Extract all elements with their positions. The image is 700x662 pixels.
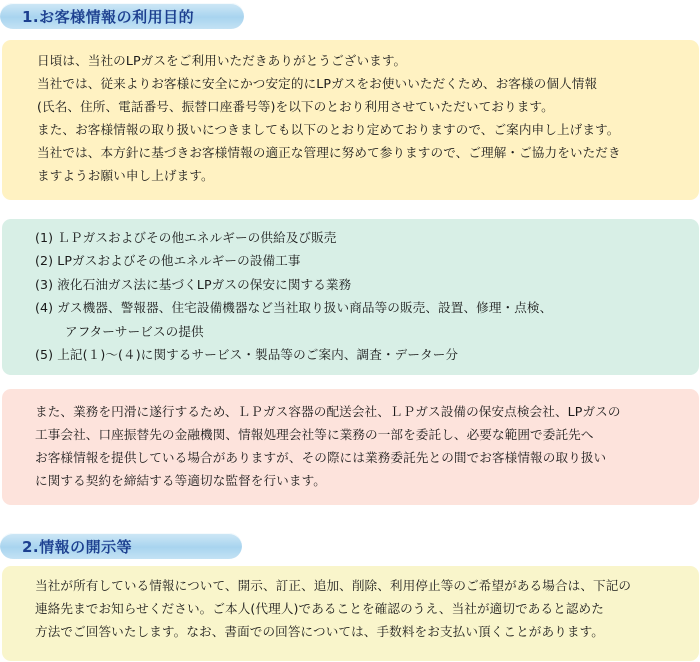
purpose-item-3: (3) 液化石油ガス法に基づくLPガスの保安に関する業務 <box>35 276 352 292</box>
outsourcing-line: 工事会社、口座振替先の金融機関、情報処理会社等に業務の一部を委託し、必要な範囲で委託先へ <box>35 427 594 442</box>
outsourcing-line: に関する契約を締結する等適切な監督を行います。 <box>35 473 326 488</box>
outsourcing-box <box>2 389 699 505</box>
section-1-heading <box>0 3 244 29</box>
outsourcing-line: お客様情報を提供している場合がありますが、その際には業務委託先との間でお客様情報の取り扱い <box>35 450 607 465</box>
section-2-heading-text: 2.情報の開示等 <box>22 537 133 556</box>
purpose-list-box <box>2 219 699 375</box>
disclosure-line: 方法でご回答いたします。なお、書面での回答については、手数料をお支払い頂くことがあります。 <box>35 624 604 639</box>
purpose-item-4-continued: アフターサービスの提供 <box>65 323 204 339</box>
purpose-item-1: (1) ＬＰガスおよびその他エネルギーの供給及び販売 <box>35 230 337 245</box>
intro-line: 当社では、従来よりお客様に安全にかつ安定的にLPガスをお使いいただくため、お客様の個人情報 <box>37 76 598 91</box>
purpose-item-4: (4) ガス機器、警報器、住宅設備機器など当社取り扱い商品等の販売、設置、修理・点検、 <box>35 300 553 316</box>
intro-line: 日頃は、当社のLPガスをご利用いただきありがとうございます。 <box>37 53 407 68</box>
intro-line: 当社では、本方針に基づきお客様情報の適正な管理に努めて参りますので、ご理解・ご協力をいただき <box>37 145 621 160</box>
section-1-heading-text: 1.お客様情報の利用目的 <box>22 7 195 26</box>
purpose-item-2: (2) LPガスおよびその他エネルギーの設備工事 <box>35 253 301 269</box>
section-2-heading <box>0 533 242 559</box>
purpose-item-5: (5) 上記(１)〜(４)に関するサービス・製品等のご案内、調査・データー分 <box>35 346 459 362</box>
outsourcing-line: また、業務を円滑に遂行するため、ＬＰガス容器の配送会社、ＬＰガス設備の保安点検会社、LPガスの <box>35 404 621 419</box>
intro-box <box>2 40 699 200</box>
intro-line: (氏名、住所、電話番号、振替口座番号等)を以下のとおり利用させていただいております。 <box>37 99 554 114</box>
disclosure-line: 当社が所有している情報について、開示、訂正、追加、削除、利用停止等のご希望がある場合は、下記の <box>35 578 632 593</box>
disclosure-line: 連絡先までお知らせください。ご本人(代理人)であることを確認のうえ、当社が適切であると認めた <box>35 601 604 616</box>
disclosure-box <box>2 566 699 661</box>
intro-line: また、お客様情報の取り扱いにつきましても以下のとおり定めておりますので、ご案内申し上げます。 <box>37 122 620 137</box>
intro-line: ますようお願い申し上げます。 <box>37 168 214 183</box>
